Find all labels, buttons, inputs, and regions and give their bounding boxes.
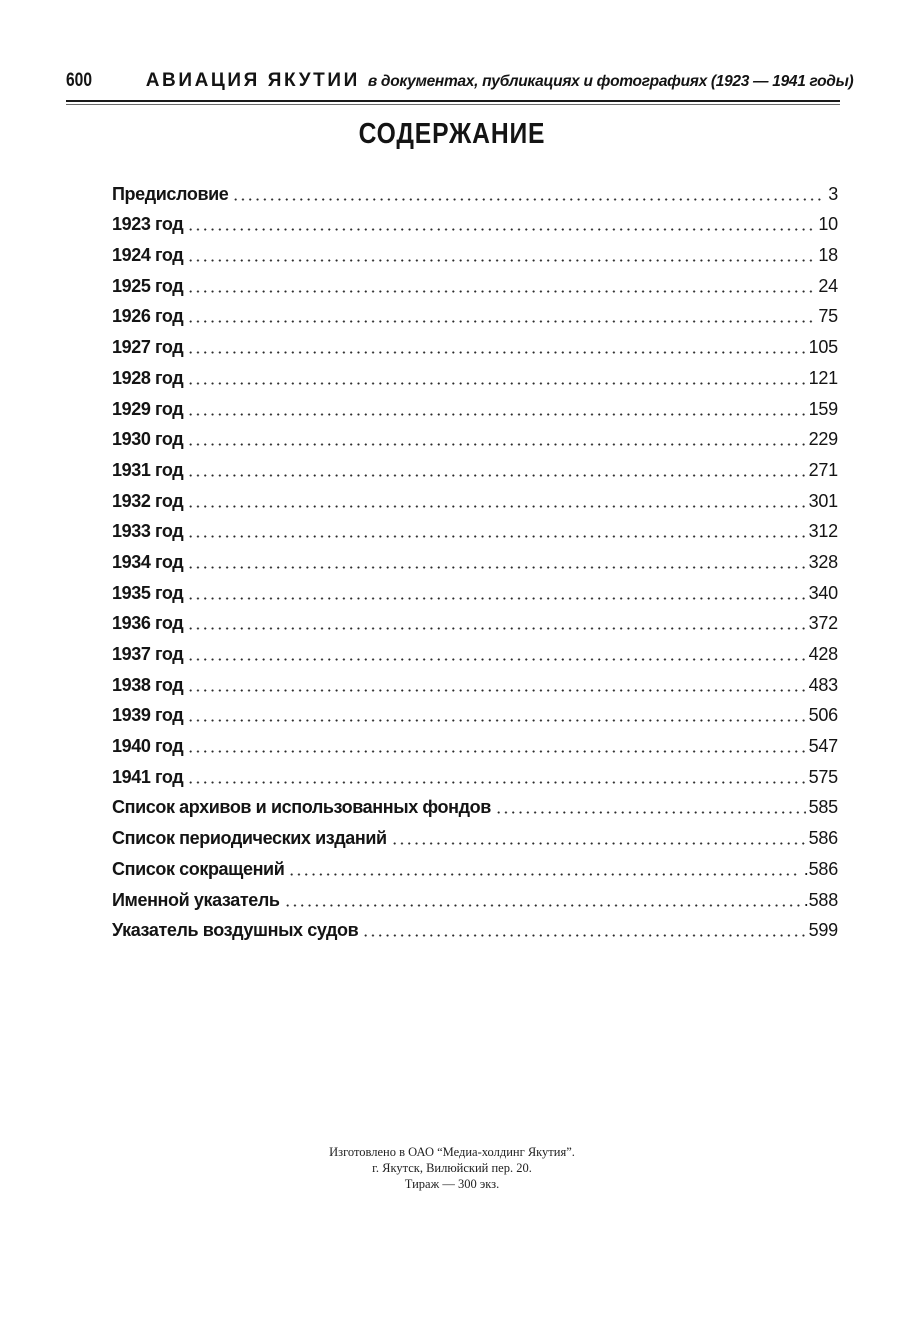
dot-leader	[187, 382, 805, 385]
toc-title: СОДЕРЖАНИЕ	[358, 118, 546, 150]
toc-entry-page: 3	[828, 183, 838, 204]
toc-entry[interactable]	[112, 573, 838, 604]
toc-entry-page: 312	[808, 521, 838, 542]
toc-entry-page: 301	[808, 490, 838, 511]
toc-entry[interactable]	[112, 849, 838, 880]
toc-entry-page: 328	[808, 551, 838, 572]
dot-leader	[288, 873, 800, 876]
toc-entry[interactable]	[112, 205, 838, 236]
dot-leader	[187, 535, 805, 538]
imprint	[0, 1144, 904, 1192]
toc-entry-page: 599	[808, 920, 838, 941]
dot-leader	[187, 781, 805, 784]
toc-entry[interactable]	[112, 327, 838, 358]
toc-entry-label: 1935 год	[112, 582, 184, 603]
toc-entry-label: 1933 год	[112, 521, 184, 542]
toc-entry-page: 585	[808, 797, 838, 818]
dot-leader	[187, 505, 805, 508]
toc-entry-label: 1927 год	[112, 337, 184, 358]
toc-entry-page: 18	[818, 245, 838, 266]
toc-entry[interactable]	[112, 818, 838, 849]
toc-entry-label: 1931 год	[112, 459, 184, 480]
book-subtitle: в документах, публикациях и фотографиях (1923 — 1941 годы)	[367, 73, 854, 90]
toc-entry[interactable]	[112, 512, 838, 543]
dot-leader	[187, 566, 805, 569]
toc-entry-page: 159	[808, 398, 838, 419]
toc-entry-page: 24	[818, 275, 838, 296]
toc-entry[interactable]	[112, 266, 838, 297]
toc-entry-page: 229	[808, 429, 838, 450]
toc-entry-page: 10	[818, 214, 838, 235]
header-rule	[66, 100, 840, 102]
toc-entry[interactable]	[112, 542, 838, 573]
toc-entry[interactable]	[112, 297, 838, 328]
toc-entry[interactable]	[112, 481, 838, 512]
toc-entry[interactable]	[112, 788, 838, 819]
toc-entry[interactable]	[112, 358, 838, 389]
toc-entry-label: 1941 год	[112, 766, 184, 787]
dot-leader	[362, 934, 805, 937]
dot-leader	[187, 627, 805, 630]
toc-entry[interactable]	[112, 665, 838, 696]
page-number: 600	[66, 70, 92, 91]
toc-entry-page: 372	[808, 613, 838, 634]
toc-entry-page: .586	[803, 858, 838, 879]
toc-entry-label: 1932 год	[112, 490, 184, 511]
toc-entry[interactable]	[112, 604, 838, 635]
dot-leader	[232, 198, 825, 201]
dot-leader	[187, 474, 805, 477]
dot-leader	[391, 842, 806, 845]
toc-entry-page: 428	[808, 644, 838, 664]
toc-entry-label: 1938 год	[112, 674, 184, 695]
toc-entry-label: 1936 год	[112, 613, 184, 634]
dot-leader	[187, 228, 815, 231]
toc-entry[interactable]	[112, 757, 838, 788]
imprint-address: г. Якутск, Вилюйский пер. 20.	[372, 1161, 532, 1175]
dot-leader	[187, 443, 805, 446]
toc-entry-label: 1923 год	[112, 214, 184, 235]
toc-entry-label: 1924 год	[112, 245, 184, 266]
toc-entry-label: 1926 год	[112, 306, 184, 327]
toc-entry[interactable]	[112, 174, 838, 205]
running-head	[66, 70, 854, 96]
toc-entry-page: 547	[808, 736, 838, 757]
toc-entry[interactable]	[112, 880, 838, 911]
toc-entry-page: 121	[808, 367, 838, 388]
toc-entry-page: 75	[818, 306, 838, 327]
dot-leader	[187, 413, 805, 416]
toc-entry-page: 105	[808, 337, 838, 358]
toc-entry-page: 271	[808, 459, 838, 480]
toc-entry-label: Список периодических изданий	[112, 828, 387, 849]
toc-entry-label: 1940 год	[112, 736, 184, 757]
toc-entry[interactable]	[112, 420, 838, 451]
toc-entry-page: 586	[808, 828, 838, 849]
toc-entry-page: 340	[808, 582, 838, 603]
imprint-print-run: Тираж — 300 экз.	[404, 1177, 500, 1191]
toc-entry-page: 506	[808, 705, 838, 726]
dot-leader	[187, 351, 805, 354]
dot-leader	[187, 259, 815, 262]
dot-leader	[187, 290, 815, 293]
toc-entry[interactable]	[112, 911, 838, 942]
header-rule-thin	[66, 104, 840, 105]
toc-entry-label: Указатель воздушных судов	[112, 920, 359, 941]
toc-entry-label: 1934 год	[112, 551, 184, 572]
toc-entry[interactable]	[112, 696, 838, 727]
toc-entry-label: Именной указатель	[112, 889, 280, 910]
toc-entry-label: Предисловие	[112, 183, 229, 204]
toc-entry[interactable]	[112, 235, 838, 266]
dot-leader	[187, 320, 815, 323]
toc-entry-page: 575	[808, 766, 838, 787]
dot-leader	[187, 750, 805, 753]
dot-leader	[187, 719, 805, 722]
dot-leader	[495, 811, 806, 814]
toc-entry[interactable]	[112, 389, 838, 420]
toc-entry-label: Список сокращений	[112, 858, 285, 879]
toc-entry[interactable]	[112, 450, 838, 481]
toc-entry[interactable]	[112, 726, 838, 757]
toc-entry-label: 1929 год	[112, 398, 184, 419]
dot-leader	[187, 658, 805, 661]
table-of-contents	[112, 174, 838, 941]
book-title: АВИАЦИЯ ЯКУТИИ	[145, 70, 360, 91]
toc-entry-label: 1930 год	[112, 429, 184, 450]
toc-entry-page: 483	[808, 674, 838, 695]
toc-entry-page: .588	[803, 889, 838, 910]
toc-entry[interactable]	[112, 634, 838, 665]
toc-entry-label: 1937 год	[112, 644, 184, 664]
dot-leader	[187, 597, 805, 600]
toc-entry-label: Список архивов и использованных фондов	[112, 797, 491, 818]
toc-entry-label: 1928 год	[112, 367, 184, 388]
toc-entry-label: 1925 год	[112, 275, 184, 296]
dot-leader	[187, 689, 805, 692]
imprint-publisher: Изготовлено в ОАО “Медиа-холдинг Якутия”.	[329, 1145, 575, 1159]
toc-entry-label: 1939 год	[112, 705, 184, 726]
dot-leader	[284, 904, 801, 907]
